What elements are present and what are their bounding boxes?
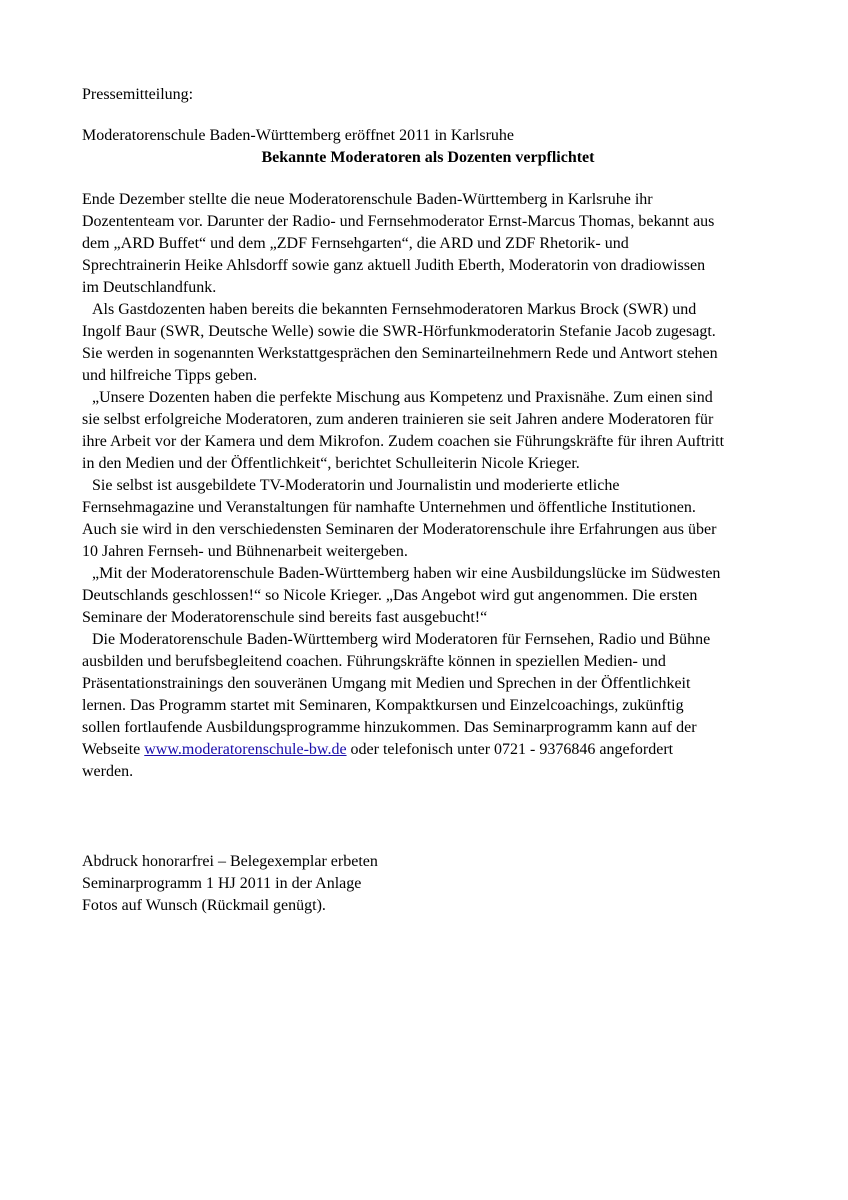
footer-notes xyxy=(82,851,782,917)
body-line: und hilfreiche Tipps geben. xyxy=(82,367,258,384)
body-line: lernen. Das Programm startet mit Seminaren, Kompaktkursen und Einzelcoachings, zukünftig xyxy=(82,697,684,714)
body-line: Dozententeam vor. Darunter der Radio- und Fernsehmoderator Ernst-Marcus Thomas, bekannt aus xyxy=(82,213,715,230)
body-text xyxy=(82,189,782,783)
body-line: dem „ARD Buffet“ und dem „ZDF Fernsehgarten“, die ARD und ZDF Rhetorik- und xyxy=(82,235,629,252)
body-line: Seminare der Moderatorenschule sind bereits fast ausgebucht!“ xyxy=(82,609,488,626)
body-line: Ende Dezember stellte die neue Moderatorenschule Baden-Württemberg in Karlsruhe ihr xyxy=(82,191,653,208)
body-line: Auch sie wird in den verschiedensten Seminaren der Moderatorenschule ihre Erfahrungen aus über xyxy=(82,521,717,538)
footer-line: Abdruck honorarfrei – Belegexemplar erbeten xyxy=(82,853,378,870)
body-line: Die Moderatorenschule Baden-Württemberg wird Moderatoren für Fernsehen, Radio und Bühne xyxy=(92,631,711,648)
body-line: Sprechtrainerin Heike Ahlsdorff sowie ganz aktuell Judith Eberth, Moderatorin von dradiowissen xyxy=(82,257,706,274)
link-prefix: Webseite xyxy=(82,741,145,758)
intro-line: Moderatorenschule Baden-Württemberg eröffnet 2011 in Karlsruhe xyxy=(82,127,514,144)
body-line: werden. xyxy=(82,763,134,780)
footer-line: Seminarprogramm 1 HJ 2011 in der Anlage xyxy=(82,875,362,892)
body-line: im Deutschlandfunk. xyxy=(82,279,217,296)
body-line: sie selbst erfolgreiche Moderatoren, zum anderen trainieren sie seit Jahren andere Moderatoren für xyxy=(82,411,714,428)
body-line: Sie selbst ist ausgebildete TV-Moderatorin und Journalistin und moderierte etliche xyxy=(92,477,620,494)
website-link[interactable]: www.moderatorenschule-bw.de xyxy=(144,741,347,758)
headline: Bekannte Moderatoren als Dozenten verpflichtet xyxy=(261,149,595,166)
link-suffix: oder telefonisch unter 0721 - 9376846 angefordert xyxy=(346,741,674,758)
footer-line: Fotos auf Wunsch (Rückmail genügt). xyxy=(82,897,326,914)
body-line: ihre Arbeit vor der Kamera und dem Mikrofon. Zudem coachen sie Führungskräfte für ihren Auftritt xyxy=(82,433,725,450)
body-line: in den Medien und der Öffentlichkeit“, berichtet Schulleiterin Nicole Krieger. xyxy=(82,455,580,472)
body-line: Als Gastdozenten haben bereits die bekannten Fernsehmoderatoren Markus Brock (SWR) und xyxy=(92,301,697,318)
body-line-with-link xyxy=(82,739,782,761)
body-line: Deutschlands geschlossen!“ so Nicole Krieger. „Das Angebot wird gut angenommen. Die ersten xyxy=(82,587,698,604)
body-line: „Mit der Moderatorenschule Baden-Württemberg haben wir eine Ausbildungslücke im Südwesten xyxy=(92,565,721,582)
body-line: Präsentationstrainings den souveränen Umgang mit Medien und Sprechen in der Öffentlichkeit xyxy=(82,675,691,692)
body-line: Ingolf Baur (SWR, Deutsche Welle) sowie die SWR-Hörfunkmoderatorin Stefanie Jacob zugesagt. xyxy=(82,323,716,340)
body-line: 10 Jahren Fernseh- und Bühnenarbeit weitergeben. xyxy=(82,543,408,560)
body-line: ausbilden und berufsbegleitend coachen. Führungskräfte können in speziellen Medien- und xyxy=(82,653,666,670)
document-label: Pressemitteilung: xyxy=(82,86,194,103)
body-line: Sie werden in sogenannten Werkstattgesprächen den Seminarteilnehmern Rede und Antwort stehen xyxy=(82,345,718,362)
body-line: sollen fortlaufende Ausbildungsprogramme hinzukommen. Das Seminarprogramm kann auf der xyxy=(82,719,697,736)
body-line: „Unsere Dozenten haben die perfekte Mischung aus Kompetenz und Praxisnähe. Zum einen sind xyxy=(92,389,713,406)
body-line: Fernsehmagazine und Veranstaltungen für namhafte Unternehmen und öffentliche Institutionen. xyxy=(82,499,696,516)
